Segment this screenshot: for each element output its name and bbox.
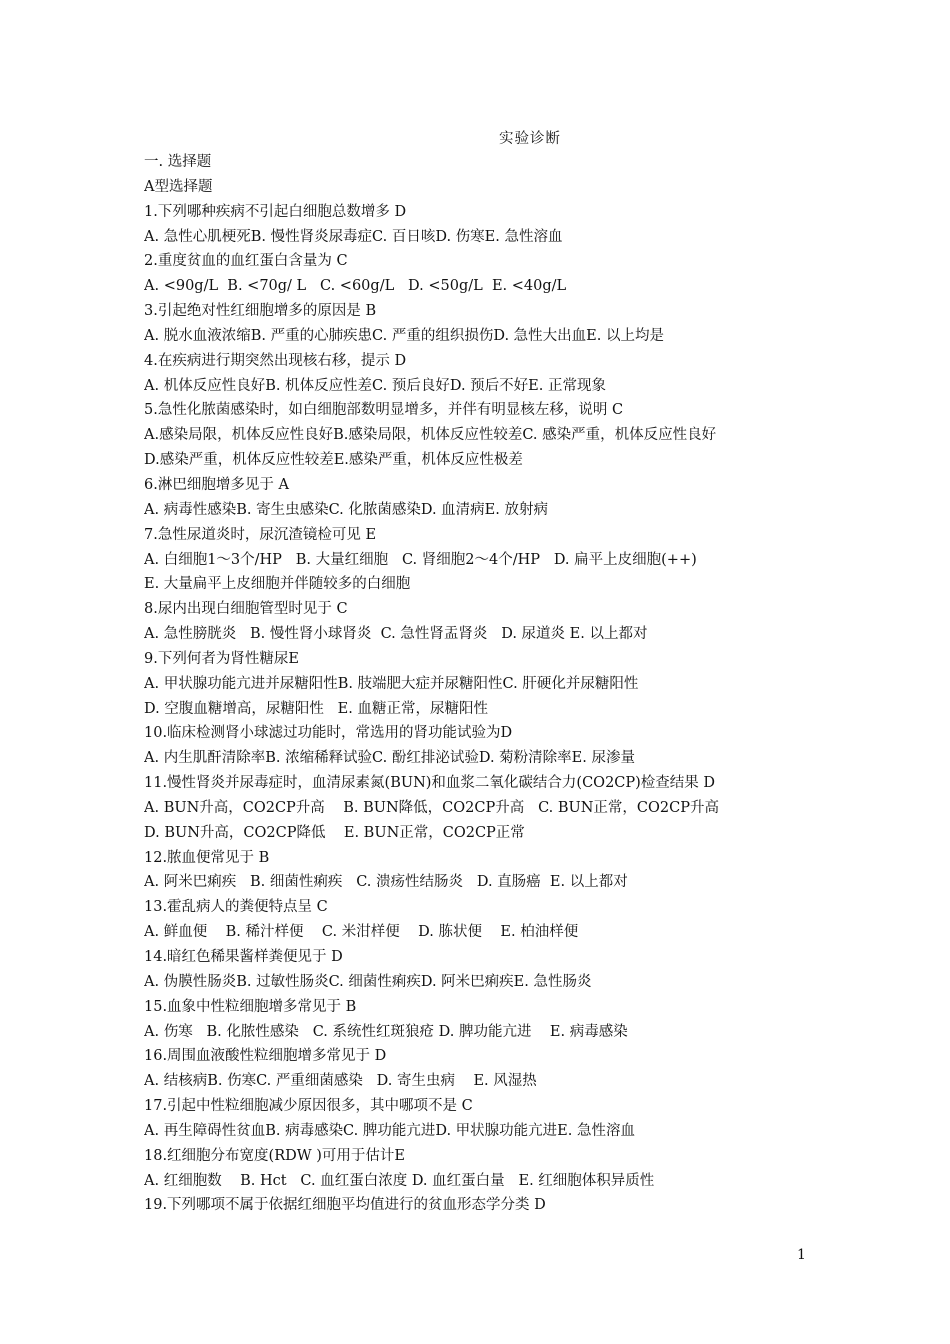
- text-line: 15.血象中性粒细胞增多常见于 B: [144, 998, 357, 1015]
- text-line: A. BUN升高，CO2CP升高 B. BUN降低，CO2CP升高 C. BUN正常，CO2CP升高: [144, 799, 719, 816]
- text-line: 1.下列哪种疾病不引起白细胞总数增多 D: [144, 203, 407, 220]
- text-line: A. 机体反应性良好B. 机体反应性差C. 预后良好D. 预后不好E. 正常现象: [144, 377, 606, 394]
- text-line: A. 伪膜性肠炎B. 过敏性肠炎C. 细菌性痢疾D. 阿米巴痢疾E. 急性肠炎: [144, 973, 592, 990]
- text-line: 11.慢性肾炎并尿毒症时，血清尿素氮(BUN)和血浆二氧化碳结合力(CO2CP)检查结果 D: [144, 775, 716, 792]
- text-line: 12.脓血便常见于 B: [144, 849, 270, 866]
- text-line: D. 空腹血糖增高，尿糖阳性 E. 血糖正常，尿糖阳性: [144, 700, 488, 717]
- text-line: A. 急性膀胱炎 B. 慢性肾小球肾炎 C. 急性肾盂肾炎 D. 尿道炎 E. 以上都对: [144, 626, 648, 643]
- text-line: A. 病毒性感染B. 寄生虫感染C. 化脓菌感染D. 血清病E. 放射病: [144, 501, 548, 518]
- text-line: A型选择题: [144, 178, 213, 195]
- text-line: A. 红细胞数 B. Hct C. 血红蛋白浓度 D. 血红蛋白量 E. 红细胞体积异质性: [144, 1172, 655, 1189]
- text-line: A.感染局限，机体反应性良好B.感染局限，机体反应性较差C. 感染严重，机体反应性良好: [144, 427, 717, 444]
- text-line: 19.下列哪项不属于依据红细胞平均值进行的贫血形态学分类 D: [144, 1197, 546, 1214]
- document-title: 实验诊断: [499, 131, 561, 147]
- text-line: 14.暗红色稀果酱样粪便见于 D: [144, 949, 343, 965]
- text-line: 9.下列何者为肾性糖尿E: [144, 650, 299, 667]
- text-line: A. 白细胞1～3个/HP B. 大量红细胞 C. 肾细胞2～4个/HP D. 扁平上皮细胞(++): [144, 551, 697, 568]
- text-line: 6.淋巴细胞增多见于 A: [144, 476, 289, 493]
- text-line: A. 脱水血液浓缩B. 严重的心肺疾患C. 严重的组织损伤D. 急性大出血E. 以上均是: [144, 327, 664, 344]
- text-line: A. 结核病B. 伤寒C. 严重细菌感染 D. 寄生虫病 E. 风湿热: [144, 1073, 537, 1090]
- text-line: 8.尿内出现白细胞管型时见于 C: [144, 601, 348, 618]
- text-line: 18.红细胞分布宽度(RDW )可用于估计E: [144, 1147, 406, 1164]
- text-line: 10.临床检测肾小球滤过功能时，常选用的肾功能试验为D: [144, 725, 513, 742]
- text-line: 5.急性化脓菌感染时，如白细胞部数明显增多，并伴有明显核左移，说明 C: [144, 402, 624, 419]
- text-line: 3.引起绝对性红细胞增多的原因是 B: [144, 303, 377, 320]
- text-line: 一. 选择题: [144, 154, 212, 170]
- text-line: D.感染严重，机体反应性较差E.感染严重，机体反应性极差: [144, 452, 523, 469]
- text-line: 17.引起中性粒细胞减少原因很多，其中哪项不是 C: [144, 1098, 473, 1115]
- page-number: 1: [797, 1247, 806, 1263]
- text-line: A. 再生障碍性贫血B. 病毒感染C. 脾功能亢进D. 甲状腺功能亢进E. 急性溶血: [144, 1122, 635, 1139]
- question-list: [144, 150, 824, 1218]
- text-line: 2.重度贫血的血红蛋白含量为 C: [144, 253, 348, 270]
- text-line: 7.急性尿道炎时，尿沉渣镜检可见 E: [144, 526, 377, 543]
- text-line: A. 内生肌酐清除率B. 浓缩稀释试验C. 酚红排泌试验D. 菊粉清除率E. 尿渗量: [144, 750, 635, 767]
- text-line: A. 伤寒 B. 化脓性感染 C. 系统性红斑狼疮 D. 脾功能亢进 E. 病毒感染: [144, 1023, 628, 1040]
- text-line: 4.在疾病进行期突然出现核右移，提示 D: [144, 352, 407, 369]
- text-line: 16.周围血液酸性粒细胞增多常见于 D: [144, 1048, 387, 1065]
- text-line: D. BUN升高，CO2CP降低 E. BUN正常，CO2CP正常: [144, 824, 525, 841]
- text-line: A. <90g/L B. <70g/ L C. <60g/L D. <50g/L E. <40g/L: [144, 278, 567, 295]
- text-line: 13.霍乱病人的粪便特点呈 C: [144, 899, 328, 916]
- text-line: A. 鲜血便 B. 稀汁样便 C. 米泔样便 D. 胨状便 E. 柏油样便: [144, 924, 579, 941]
- text-line: A. 甲状腺功能亢进并尿糖阳性B. 肢端肥大症并尿糖阳性C. 肝硬化并尿糖阳性: [144, 675, 639, 692]
- text-line: E. 大量扁平上皮细胞并伴随较多的白细胞: [144, 576, 411, 593]
- text-line: A. 阿米巴痢疾 B. 细菌性痢疾 C. 溃疡性结肠炎 D. 直肠癌 E. 以上都对: [144, 874, 628, 891]
- text-line: A. 急性心肌梗死B. 慢性肾炎尿毒症C. 百日咳D. 伤寒E. 急性溶血: [144, 228, 563, 245]
